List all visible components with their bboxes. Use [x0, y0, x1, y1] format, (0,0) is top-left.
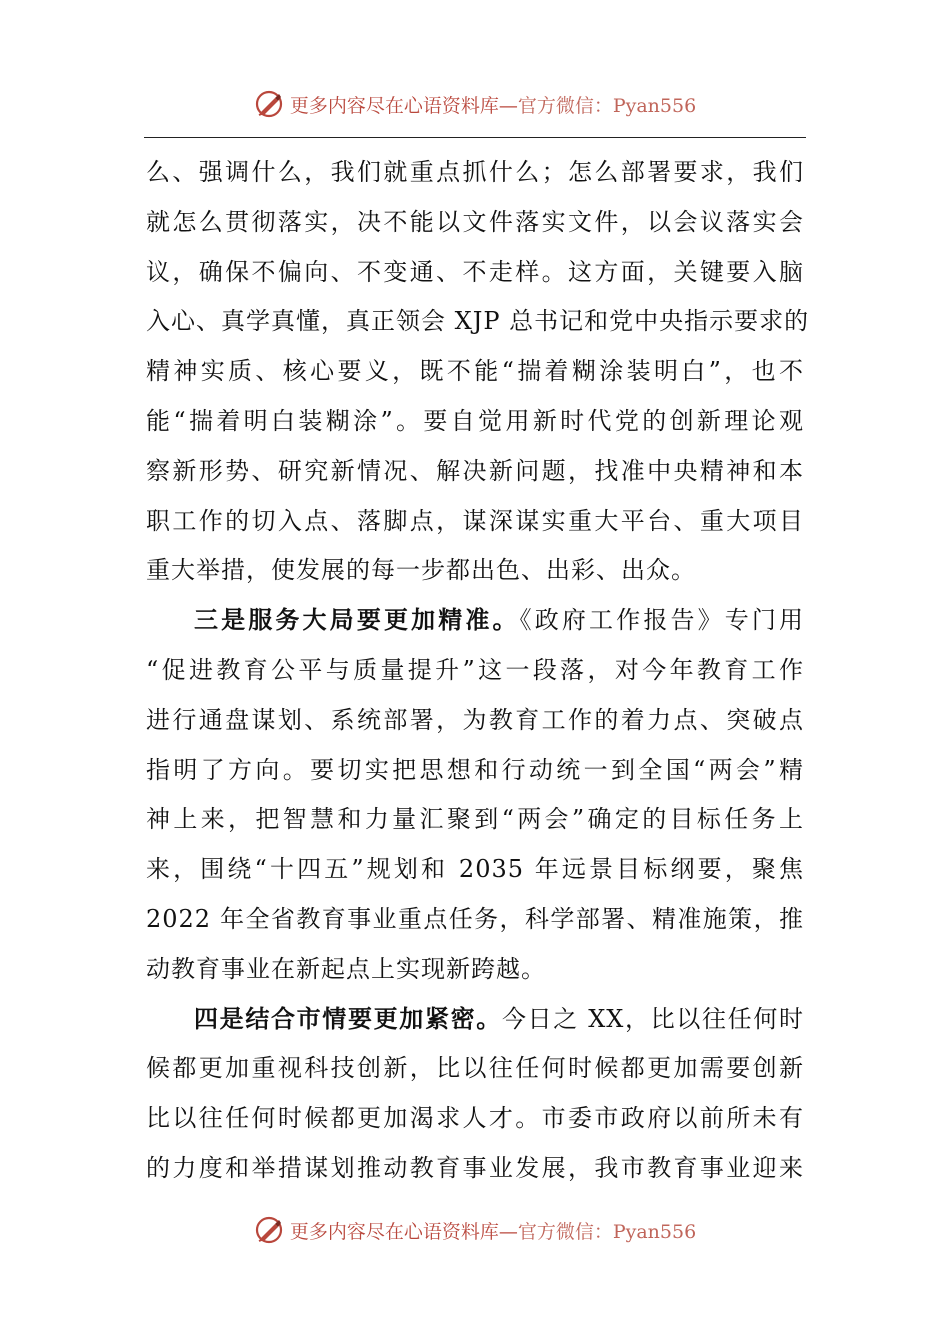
line-text: 就怎么贯彻落实，决不能以文件落实文件，以会议落实会: [146, 207, 804, 236]
line-text: 入心、真学真懂，真正领会 XJP 总书记和党中央指示要求的: [146, 307, 810, 336]
line-text: 比以往任何时候都更加渴求人才。市委市政府以前所未有: [146, 1104, 804, 1133]
line-text: 重大举措，使发展的每一步都出色、出彩、出众。: [146, 556, 696, 585]
line-text: 进行通盘谋划、系统部署，为教育工作的着力点、突破点: [146, 705, 804, 734]
line-text: 2022 年全省教育事业重点任务，科学部署、精准施策，推: [146, 904, 804, 933]
text-line: [146, 596, 804, 646]
document-body: [146, 148, 810, 1194]
line-text: 能“揣着明白装糊涂”。要自觉用新时代党的创新理论观: [146, 406, 804, 435]
section-heading: 四是结合市情要更加紧密。: [194, 1004, 502, 1033]
text-line: [146, 845, 804, 895]
text-line: [146, 397, 804, 447]
pen-logo-icon: [254, 89, 284, 119]
text-line: [146, 696, 804, 746]
text-line: [146, 297, 810, 347]
line-text: 精神实质、核心要义，既不能“揣着糊涂装明白”，也不: [146, 357, 804, 386]
line-text: 指明了方向。要切实把思想和行动统一到全国“两会”精: [146, 755, 804, 784]
text-line: [146, 1044, 804, 1094]
line-text: “促进教育公平与质量提升”这一段落，对今年教育工作: [146, 655, 804, 684]
text-line: [146, 148, 804, 198]
line-text: 候都更加重视科技创新，比以往任何时候都更加需要创新: [146, 1054, 804, 1083]
text-line: [146, 447, 804, 497]
line-text: 动教育事业在新起点上实现新跨越。: [146, 954, 546, 983]
banner-text: 更多内容尽在心语资料库—官方微信：Pyan556: [289, 94, 697, 117]
line-text: 神上来，把智慧和力量汇聚到“两会”确定的目标任务上: [146, 805, 804, 834]
text-line: [146, 1144, 804, 1194]
text-line: [146, 646, 804, 696]
text-line: [146, 746, 804, 796]
header-rule: [144, 137, 806, 138]
line-text: 的力度和举措谋划推动教育事业发展，我市教育事业迎来: [146, 1153, 804, 1182]
text-line: [146, 248, 804, 298]
text-line: [146, 497, 804, 547]
text-line: [146, 795, 804, 845]
line-text: 察新形势、研究新情况、解决新问题，找准中央精神和本: [146, 456, 804, 485]
header-banner: [0, 84, 950, 124]
line-text: 今日之 XX，比以往任何时: [501, 1004, 805, 1033]
pen-logo-icon: [254, 1215, 284, 1245]
text-line: [146, 198, 804, 248]
line-text: 职工作的切入点、落脚点，谋深谋实重大平台、重大项目: [146, 506, 804, 535]
line-text: 《政府工作报告》专门用: [519, 606, 805, 635]
text-line: [146, 347, 804, 397]
section-heading: 三是服务大局要更加精准。: [194, 606, 520, 635]
line-text: 议，确保不偏向、不变通、不走样。这方面，关键要入脑: [146, 257, 804, 286]
text-line: [146, 895, 804, 945]
line-text: 么、强调什么，我们就重点抓什么；怎么部署要求，我们: [146, 158, 804, 186]
banner-text: 更多内容尽在心语资料库—官方微信：Pyan556: [289, 1220, 697, 1243]
footer-banner: [0, 1210, 950, 1250]
line-text: 来，围绕“十四五”规划和 2035 年远景目标纲要，聚焦: [146, 855, 804, 884]
text-line: [146, 945, 804, 995]
text-line: [146, 995, 804, 1045]
text-line: [146, 546, 804, 596]
text-line: [146, 1094, 804, 1144]
